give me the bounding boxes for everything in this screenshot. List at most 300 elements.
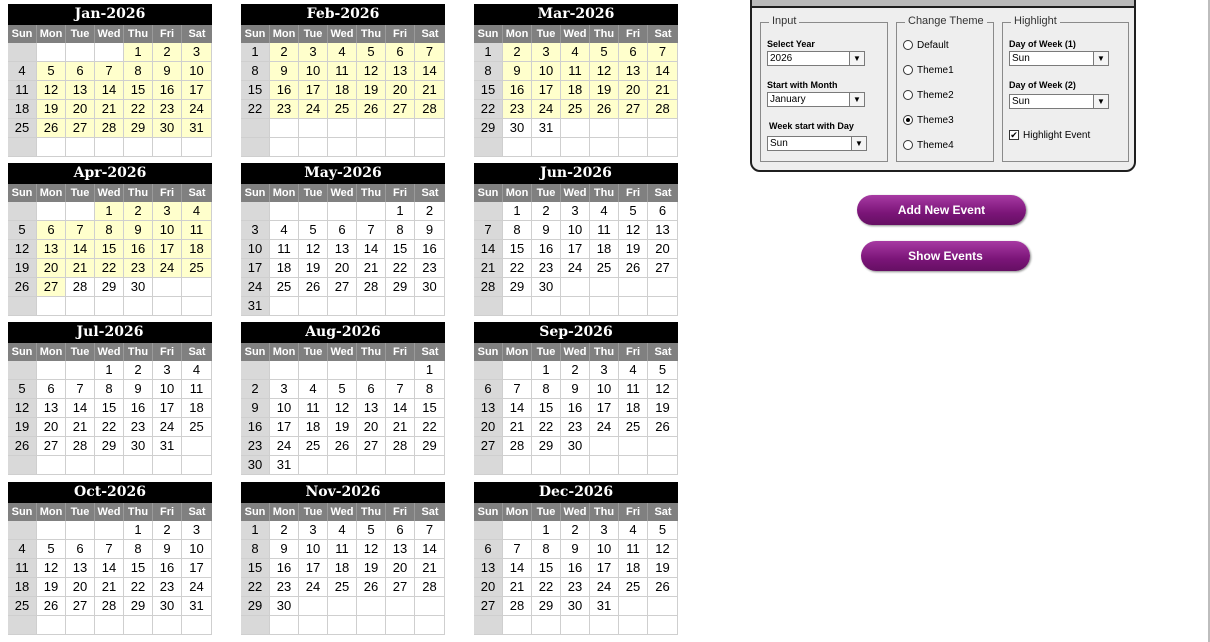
day-cell[interactable]: 16 bbox=[532, 240, 561, 259]
day-cell[interactable]: 27 bbox=[474, 437, 503, 456]
day-cell[interactable]: 1 bbox=[124, 521, 153, 540]
day-cell[interactable]: 16 bbox=[561, 399, 590, 418]
empty-day-cell[interactable] bbox=[124, 297, 153, 316]
day-cell[interactable]: 10 bbox=[299, 62, 328, 81]
day-cell[interactable]: 10 bbox=[590, 380, 619, 399]
day-cell[interactable]: 29 bbox=[124, 597, 153, 616]
empty-day-cell[interactable] bbox=[328, 202, 357, 221]
empty-day-cell[interactable] bbox=[241, 361, 270, 380]
empty-day-cell[interactable] bbox=[619, 138, 648, 157]
empty-day-cell[interactable] bbox=[619, 616, 648, 635]
empty-day-cell[interactable] bbox=[8, 521, 37, 540]
day-cell[interactable]: 6 bbox=[328, 221, 357, 240]
day-cell[interactable]: 13 bbox=[474, 399, 503, 418]
day-cell[interactable]: 31 bbox=[241, 297, 270, 316]
day-cell[interactable]: 14 bbox=[648, 62, 678, 81]
dow1-select[interactable] bbox=[1009, 51, 1109, 66]
empty-day-cell[interactable] bbox=[124, 138, 153, 157]
empty-day-cell[interactable] bbox=[95, 138, 124, 157]
empty-day-cell[interactable] bbox=[590, 437, 619, 456]
day-cell[interactable]: 6 bbox=[474, 380, 503, 399]
empty-day-cell[interactable] bbox=[590, 138, 619, 157]
empty-day-cell[interactable] bbox=[8, 202, 37, 221]
day-cell[interactable]: 6 bbox=[66, 540, 95, 559]
day-cell[interactable]: 8 bbox=[474, 62, 503, 81]
day-cell[interactable]: 30 bbox=[124, 278, 153, 297]
day-cell[interactable]: 22 bbox=[241, 578, 270, 597]
empty-day-cell[interactable] bbox=[357, 616, 386, 635]
empty-day-cell[interactable] bbox=[270, 361, 299, 380]
empty-day-cell[interactable] bbox=[619, 437, 648, 456]
empty-day-cell[interactable] bbox=[95, 456, 124, 475]
day-cell[interactable]: 22 bbox=[532, 578, 561, 597]
radio-icon[interactable] bbox=[903, 115, 913, 125]
day-cell[interactable]: 22 bbox=[241, 100, 270, 119]
day-cell[interactable]: 15 bbox=[532, 399, 561, 418]
day-cell[interactable]: 11 bbox=[328, 62, 357, 81]
day-cell[interactable]: 28 bbox=[503, 597, 532, 616]
empty-day-cell[interactable] bbox=[503, 521, 532, 540]
day-cell[interactable]: 22 bbox=[532, 418, 561, 437]
empty-day-cell[interactable] bbox=[590, 119, 619, 138]
day-cell[interactable]: 12 bbox=[590, 62, 619, 81]
day-cell[interactable]: 26 bbox=[619, 259, 648, 278]
day-cell[interactable]: 10 bbox=[182, 540, 212, 559]
day-cell[interactable]: 28 bbox=[415, 100, 445, 119]
day-cell[interactable]: 6 bbox=[386, 521, 415, 540]
day-cell[interactable]: 16 bbox=[561, 559, 590, 578]
empty-day-cell[interactable] bbox=[66, 202, 95, 221]
add-new-event-button[interactable]: Add New Event bbox=[857, 195, 1026, 225]
empty-day-cell[interactable] bbox=[474, 616, 503, 635]
show-events-button[interactable]: Show Events bbox=[861, 241, 1030, 271]
day-cell[interactable]: 18 bbox=[328, 559, 357, 578]
day-cell[interactable]: 29 bbox=[124, 119, 153, 138]
day-cell[interactable]: 25 bbox=[270, 278, 299, 297]
day-cell[interactable]: 2 bbox=[124, 202, 153, 221]
day-cell[interactable]: 28 bbox=[66, 437, 95, 456]
day-cell[interactable]: 11 bbox=[8, 559, 37, 578]
empty-day-cell[interactable] bbox=[182, 278, 212, 297]
empty-day-cell[interactable] bbox=[153, 456, 182, 475]
day-cell[interactable]: 27 bbox=[474, 597, 503, 616]
day-cell[interactable]: 1 bbox=[241, 43, 270, 62]
day-cell[interactable]: 23 bbox=[124, 418, 153, 437]
empty-day-cell[interactable] bbox=[66, 138, 95, 157]
day-cell[interactable]: 12 bbox=[648, 540, 678, 559]
day-cell[interactable]: 7 bbox=[474, 221, 503, 240]
day-cell[interactable]: 13 bbox=[37, 399, 66, 418]
day-cell[interactable]: 8 bbox=[124, 62, 153, 81]
day-cell[interactable]: 29 bbox=[503, 278, 532, 297]
day-cell[interactable]: 6 bbox=[474, 540, 503, 559]
day-cell[interactable]: 5 bbox=[8, 221, 37, 240]
empty-day-cell[interactable] bbox=[357, 138, 386, 157]
day-cell[interactable]: 28 bbox=[648, 100, 678, 119]
empty-day-cell[interactable] bbox=[648, 138, 678, 157]
day-cell[interactable]: 29 bbox=[474, 119, 503, 138]
empty-day-cell[interactable] bbox=[386, 361, 415, 380]
empty-day-cell[interactable] bbox=[37, 456, 66, 475]
week-start-select[interactable] bbox=[767, 136, 867, 151]
empty-day-cell[interactable] bbox=[386, 297, 415, 316]
day-cell[interactable]: 2 bbox=[415, 202, 445, 221]
day-cell[interactable]: 18 bbox=[328, 81, 357, 100]
day-cell[interactable]: 20 bbox=[648, 240, 678, 259]
day-cell[interactable]: 7 bbox=[66, 380, 95, 399]
day-cell[interactable]: 7 bbox=[66, 221, 95, 240]
day-cell[interactable]: 22 bbox=[95, 259, 124, 278]
day-cell[interactable]: 3 bbox=[299, 43, 328, 62]
empty-day-cell[interactable] bbox=[357, 202, 386, 221]
radio-icon[interactable] bbox=[903, 90, 913, 100]
empty-day-cell[interactable] bbox=[357, 456, 386, 475]
day-cell[interactable]: 8 bbox=[95, 221, 124, 240]
day-cell[interactable]: 16 bbox=[270, 559, 299, 578]
empty-day-cell[interactable] bbox=[590, 278, 619, 297]
empty-day-cell[interactable] bbox=[299, 119, 328, 138]
empty-day-cell[interactable] bbox=[532, 616, 561, 635]
day-cell[interactable]: 4 bbox=[328, 521, 357, 540]
day-cell[interactable]: 30 bbox=[241, 456, 270, 475]
day-cell[interactable]: 17 bbox=[299, 81, 328, 100]
day-cell[interactable]: 3 bbox=[532, 43, 561, 62]
day-cell[interactable]: 2 bbox=[153, 521, 182, 540]
day-cell[interactable]: 5 bbox=[590, 43, 619, 62]
day-cell[interactable]: 16 bbox=[153, 559, 182, 578]
day-cell[interactable]: 24 bbox=[153, 418, 182, 437]
day-cell[interactable]: 26 bbox=[648, 578, 678, 597]
day-cell[interactable]: 14 bbox=[66, 240, 95, 259]
empty-day-cell[interactable] bbox=[66, 297, 95, 316]
day-cell[interactable]: 2 bbox=[241, 380, 270, 399]
day-cell[interactable]: 1 bbox=[532, 361, 561, 380]
day-cell[interactable]: 6 bbox=[66, 62, 95, 81]
day-cell[interactable]: 9 bbox=[124, 380, 153, 399]
day-cell[interactable]: 5 bbox=[37, 540, 66, 559]
empty-day-cell[interactable] bbox=[124, 456, 153, 475]
day-cell[interactable]: 29 bbox=[95, 437, 124, 456]
day-cell[interactable]: 26 bbox=[8, 278, 37, 297]
day-cell[interactable]: 17 bbox=[590, 399, 619, 418]
day-cell[interactable]: 26 bbox=[8, 437, 37, 456]
day-cell[interactable]: 19 bbox=[8, 418, 37, 437]
day-cell[interactable]: 24 bbox=[270, 437, 299, 456]
day-cell[interactable]: 26 bbox=[357, 100, 386, 119]
empty-day-cell[interactable] bbox=[648, 297, 678, 316]
day-cell[interactable]: 4 bbox=[182, 361, 212, 380]
day-cell[interactable]: 14 bbox=[415, 62, 445, 81]
day-cell[interactable]: 14 bbox=[386, 399, 415, 418]
day-cell[interactable]: 14 bbox=[503, 559, 532, 578]
day-cell[interactable]: 11 bbox=[270, 240, 299, 259]
day-cell[interactable]: 19 bbox=[357, 81, 386, 100]
day-cell[interactable]: 22 bbox=[95, 418, 124, 437]
day-cell[interactable]: 16 bbox=[270, 81, 299, 100]
day-cell[interactable]: 14 bbox=[415, 540, 445, 559]
day-cell[interactable]: 2 bbox=[270, 521, 299, 540]
day-cell[interactable]: 21 bbox=[66, 259, 95, 278]
day-cell[interactable]: 17 bbox=[153, 240, 182, 259]
day-cell[interactable]: 12 bbox=[357, 62, 386, 81]
empty-day-cell[interactable] bbox=[37, 521, 66, 540]
day-cell[interactable]: 25 bbox=[590, 259, 619, 278]
day-cell[interactable]: 20 bbox=[328, 259, 357, 278]
day-cell[interactable]: 7 bbox=[503, 540, 532, 559]
day-cell[interactable]: 21 bbox=[415, 81, 445, 100]
day-cell[interactable]: 4 bbox=[328, 43, 357, 62]
day-cell[interactable]: 1 bbox=[241, 521, 270, 540]
day-cell[interactable]: 25 bbox=[299, 437, 328, 456]
day-cell[interactable]: 22 bbox=[386, 259, 415, 278]
day-cell[interactable]: 10 bbox=[532, 62, 561, 81]
day-cell[interactable]: 15 bbox=[95, 399, 124, 418]
day-cell[interactable]: 4 bbox=[8, 540, 37, 559]
empty-day-cell[interactable] bbox=[37, 202, 66, 221]
theme-radio-default[interactable] bbox=[903, 40, 949, 52]
day-cell[interactable]: 11 bbox=[328, 540, 357, 559]
day-cell[interactable]: 12 bbox=[37, 81, 66, 100]
day-cell[interactable]: 23 bbox=[270, 100, 299, 119]
day-cell[interactable]: 2 bbox=[270, 43, 299, 62]
day-cell[interactable]: 27 bbox=[66, 119, 95, 138]
day-cell[interactable]: 10 bbox=[153, 380, 182, 399]
empty-day-cell[interactable] bbox=[619, 119, 648, 138]
day-cell[interactable]: 15 bbox=[124, 81, 153, 100]
day-cell[interactable]: 30 bbox=[153, 597, 182, 616]
day-cell[interactable]: 29 bbox=[532, 437, 561, 456]
theme-radio-theme4[interactable] bbox=[903, 140, 954, 152]
empty-day-cell[interactable] bbox=[561, 119, 590, 138]
empty-day-cell[interactable] bbox=[299, 361, 328, 380]
empty-day-cell[interactable] bbox=[8, 616, 37, 635]
day-cell[interactable]: 14 bbox=[66, 399, 95, 418]
empty-day-cell[interactable] bbox=[561, 616, 590, 635]
day-cell[interactable]: 17 bbox=[299, 559, 328, 578]
empty-day-cell[interactable] bbox=[95, 43, 124, 62]
day-cell[interactable]: 1 bbox=[386, 202, 415, 221]
day-cell[interactable]: 7 bbox=[95, 62, 124, 81]
empty-day-cell[interactable] bbox=[95, 521, 124, 540]
day-cell[interactable]: 23 bbox=[153, 578, 182, 597]
day-cell[interactable]: 20 bbox=[66, 100, 95, 119]
day-cell[interactable]: 4 bbox=[8, 62, 37, 81]
empty-day-cell[interactable] bbox=[415, 597, 445, 616]
day-cell[interactable]: 30 bbox=[270, 597, 299, 616]
empty-day-cell[interactable] bbox=[8, 43, 37, 62]
empty-day-cell[interactable] bbox=[590, 456, 619, 475]
day-cell[interactable]: 20 bbox=[619, 81, 648, 100]
empty-day-cell[interactable] bbox=[532, 456, 561, 475]
day-cell[interactable]: 4 bbox=[619, 521, 648, 540]
empty-day-cell[interactable] bbox=[648, 437, 678, 456]
empty-day-cell[interactable] bbox=[66, 616, 95, 635]
day-cell[interactable]: 11 bbox=[561, 62, 590, 81]
day-cell[interactable]: 3 bbox=[153, 361, 182, 380]
day-cell[interactable]: 8 bbox=[124, 540, 153, 559]
day-cell[interactable]: 22 bbox=[503, 259, 532, 278]
day-cell[interactable]: 27 bbox=[66, 597, 95, 616]
empty-day-cell[interactable] bbox=[415, 138, 445, 157]
day-cell[interactable]: 9 bbox=[241, 399, 270, 418]
day-cell[interactable]: 8 bbox=[532, 380, 561, 399]
empty-day-cell[interactable] bbox=[415, 456, 445, 475]
day-cell[interactable]: 5 bbox=[648, 361, 678, 380]
empty-day-cell[interactable] bbox=[357, 119, 386, 138]
day-cell[interactable]: 1 bbox=[95, 361, 124, 380]
empty-day-cell[interactable] bbox=[561, 456, 590, 475]
day-cell[interactable]: 9 bbox=[270, 62, 299, 81]
empty-day-cell[interactable] bbox=[503, 361, 532, 380]
empty-day-cell[interactable] bbox=[8, 456, 37, 475]
day-cell[interactable]: 5 bbox=[328, 380, 357, 399]
day-cell[interactable]: 24 bbox=[590, 578, 619, 597]
empty-day-cell[interactable] bbox=[66, 43, 95, 62]
day-cell[interactable]: 9 bbox=[124, 221, 153, 240]
day-cell[interactable]: 2 bbox=[561, 521, 590, 540]
day-cell[interactable]: 19 bbox=[37, 578, 66, 597]
empty-day-cell[interactable] bbox=[503, 297, 532, 316]
day-cell[interactable]: 28 bbox=[357, 278, 386, 297]
empty-day-cell[interactable] bbox=[386, 119, 415, 138]
day-cell[interactable]: 4 bbox=[561, 43, 590, 62]
day-cell[interactable]: 13 bbox=[66, 81, 95, 100]
day-cell[interactable]: 28 bbox=[474, 278, 503, 297]
day-cell[interactable]: 26 bbox=[357, 578, 386, 597]
day-cell[interactable]: 1 bbox=[503, 202, 532, 221]
day-cell[interactable]: 26 bbox=[590, 100, 619, 119]
day-cell[interactable]: 17 bbox=[532, 81, 561, 100]
empty-day-cell[interactable] bbox=[95, 616, 124, 635]
day-cell[interactable]: 23 bbox=[532, 259, 561, 278]
empty-day-cell[interactable] bbox=[8, 297, 37, 316]
empty-day-cell[interactable] bbox=[619, 456, 648, 475]
day-cell[interactable]: 7 bbox=[95, 540, 124, 559]
empty-day-cell[interactable] bbox=[37, 138, 66, 157]
empty-day-cell[interactable] bbox=[415, 119, 445, 138]
day-cell[interactable]: 26 bbox=[299, 278, 328, 297]
day-cell[interactable]: 17 bbox=[153, 399, 182, 418]
day-cell[interactable]: 23 bbox=[561, 578, 590, 597]
day-cell[interactable]: 16 bbox=[415, 240, 445, 259]
day-cell[interactable]: 12 bbox=[357, 540, 386, 559]
chevron-down-icon[interactable]: ▼ bbox=[1093, 95, 1108, 108]
day-cell[interactable]: 18 bbox=[619, 399, 648, 418]
theme-radio-theme1[interactable] bbox=[903, 65, 954, 77]
day-cell[interactable]: 11 bbox=[619, 540, 648, 559]
day-cell[interactable]: 19 bbox=[648, 559, 678, 578]
day-cell[interactable]: 27 bbox=[648, 259, 678, 278]
day-cell[interactable]: 28 bbox=[415, 578, 445, 597]
day-cell[interactable]: 9 bbox=[532, 221, 561, 240]
day-cell[interactable]: 6 bbox=[37, 221, 66, 240]
day-cell[interactable]: 20 bbox=[474, 578, 503, 597]
day-cell[interactable]: 29 bbox=[532, 597, 561, 616]
day-cell[interactable]: 30 bbox=[561, 437, 590, 456]
day-cell[interactable]: 5 bbox=[8, 380, 37, 399]
day-cell[interactable]: 10 bbox=[182, 62, 212, 81]
empty-day-cell[interactable] bbox=[561, 278, 590, 297]
day-cell[interactable]: 13 bbox=[386, 62, 415, 81]
empty-day-cell[interactable] bbox=[386, 138, 415, 157]
empty-day-cell[interactable] bbox=[415, 297, 445, 316]
day-cell[interactable]: 31 bbox=[270, 456, 299, 475]
day-cell[interactable]: 31 bbox=[590, 597, 619, 616]
empty-day-cell[interactable] bbox=[182, 437, 212, 456]
day-cell[interactable]: 8 bbox=[241, 540, 270, 559]
day-cell[interactable]: 17 bbox=[270, 418, 299, 437]
day-cell[interactable]: 17 bbox=[241, 259, 270, 278]
day-cell[interactable]: 9 bbox=[503, 62, 532, 81]
day-cell[interactable]: 27 bbox=[37, 437, 66, 456]
empty-day-cell[interactable] bbox=[648, 616, 678, 635]
day-cell[interactable]: 26 bbox=[37, 597, 66, 616]
day-cell[interactable]: 3 bbox=[270, 380, 299, 399]
empty-day-cell[interactable] bbox=[270, 138, 299, 157]
day-cell[interactable]: 16 bbox=[124, 399, 153, 418]
day-cell[interactable]: 15 bbox=[503, 240, 532, 259]
day-cell[interactable]: 10 bbox=[299, 540, 328, 559]
day-cell[interactable]: 16 bbox=[503, 81, 532, 100]
day-cell[interactable]: 21 bbox=[503, 578, 532, 597]
empty-day-cell[interactable] bbox=[270, 297, 299, 316]
empty-day-cell[interactable] bbox=[328, 456, 357, 475]
day-cell[interactable]: 24 bbox=[241, 278, 270, 297]
day-cell[interactable]: 2 bbox=[503, 43, 532, 62]
day-cell[interactable]: 25 bbox=[328, 578, 357, 597]
day-cell[interactable]: 5 bbox=[37, 62, 66, 81]
day-cell[interactable]: 21 bbox=[415, 559, 445, 578]
day-cell[interactable]: 19 bbox=[37, 100, 66, 119]
day-cell[interactable]: 20 bbox=[37, 418, 66, 437]
day-cell[interactable]: 4 bbox=[299, 380, 328, 399]
day-cell[interactable]: 20 bbox=[66, 578, 95, 597]
day-cell[interactable]: 4 bbox=[590, 202, 619, 221]
day-cell[interactable]: 21 bbox=[66, 418, 95, 437]
day-cell[interactable]: 19 bbox=[619, 240, 648, 259]
day-cell[interactable]: 24 bbox=[153, 259, 182, 278]
chevron-down-icon[interactable]: ▼ bbox=[849, 93, 864, 106]
day-cell[interactable]: 22 bbox=[415, 418, 445, 437]
day-cell[interactable]: 30 bbox=[153, 119, 182, 138]
day-cell[interactable]: 11 bbox=[182, 380, 212, 399]
day-cell[interactable]: 18 bbox=[299, 418, 328, 437]
day-cell[interactable]: 25 bbox=[8, 119, 37, 138]
empty-day-cell[interactable] bbox=[270, 202, 299, 221]
day-cell[interactable]: 18 bbox=[8, 578, 37, 597]
day-cell[interactable]: 11 bbox=[8, 81, 37, 100]
empty-day-cell[interactable] bbox=[328, 138, 357, 157]
day-cell[interactable]: 9 bbox=[153, 540, 182, 559]
day-cell[interactable]: 3 bbox=[153, 202, 182, 221]
day-cell[interactable]: 21 bbox=[357, 259, 386, 278]
day-cell[interactable]: 19 bbox=[648, 399, 678, 418]
day-cell[interactable]: 8 bbox=[503, 221, 532, 240]
empty-day-cell[interactable] bbox=[66, 521, 95, 540]
day-cell[interactable]: 28 bbox=[95, 119, 124, 138]
day-cell[interactable]: 9 bbox=[415, 221, 445, 240]
day-cell[interactable]: 19 bbox=[590, 81, 619, 100]
empty-day-cell[interactable] bbox=[648, 278, 678, 297]
day-cell[interactable]: 16 bbox=[124, 240, 153, 259]
day-cell[interactable]: 2 bbox=[532, 202, 561, 221]
radio-icon[interactable] bbox=[903, 40, 913, 50]
day-cell[interactable]: 7 bbox=[357, 221, 386, 240]
day-cell[interactable]: 31 bbox=[182, 597, 212, 616]
empty-day-cell[interactable] bbox=[299, 616, 328, 635]
dow2-select[interactable] bbox=[1009, 94, 1109, 109]
day-cell[interactable]: 6 bbox=[619, 43, 648, 62]
